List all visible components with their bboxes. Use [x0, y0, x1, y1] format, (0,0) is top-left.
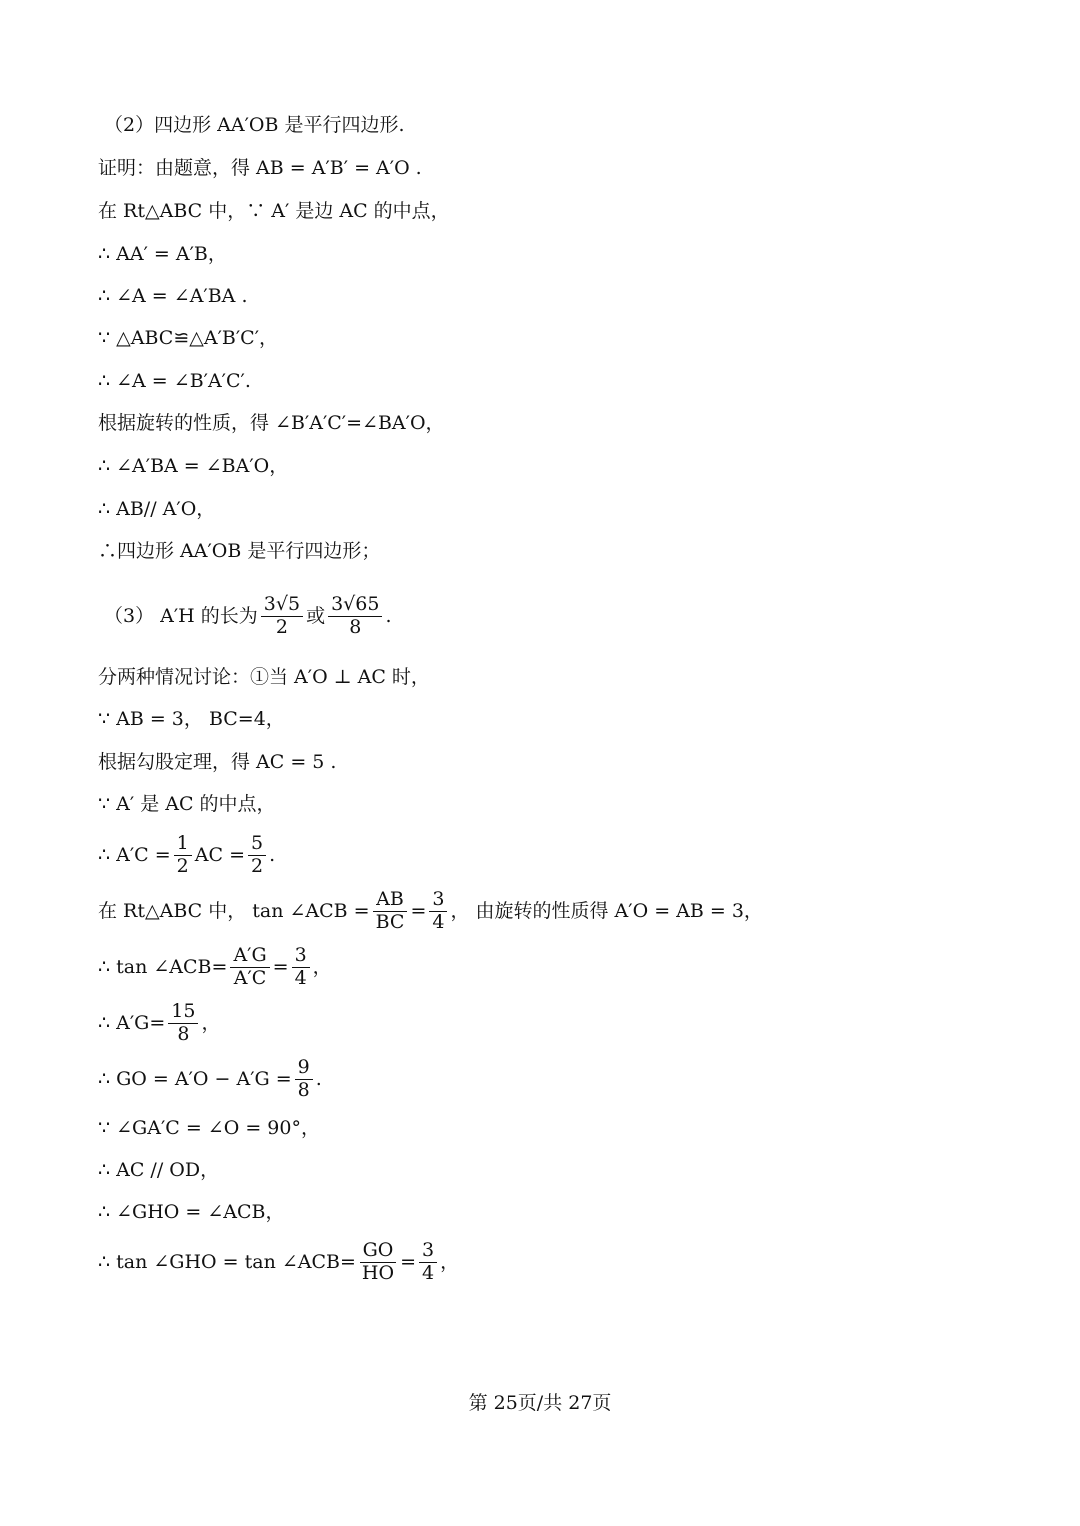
fraction — [174, 833, 192, 878]
text-line: ∴四边形 AA′OB 是平行四边形； — [98, 540, 381, 562]
fraction-denominator: 2 — [176, 854, 189, 877]
fraction-denominator: 8 — [297, 1078, 310, 1101]
formula-prefix: ∴ tan ∠ACB= — [98, 956, 228, 978]
fraction-denominator: 8 — [349, 615, 362, 638]
formula-prefix: 在 Rt△ABC 中， tan ∠ACB = — [98, 900, 370, 922]
formula-middle: = — [272, 956, 289, 978]
text-line: 证明：由题意，得 AB = A′B′ = A′O . — [98, 157, 422, 179]
formula-middle: = — [410, 900, 427, 922]
formula-line — [98, 1051, 322, 1107]
fraction-numerator: 1 — [174, 833, 192, 856]
formula-line — [98, 1234, 459, 1290]
fraction — [373, 889, 408, 934]
fraction-numerator: A′G — [230, 945, 269, 968]
fraction-denominator: 2 — [250, 854, 264, 877]
fraction — [168, 1001, 198, 1046]
fraction — [328, 594, 382, 639]
text-line: 根据旋转的性质，得 ∠B′A′C′=∠BA′O， — [98, 412, 445, 434]
fraction — [292, 945, 310, 990]
text-line: ∵ A′ 是 AC 的中点， — [98, 793, 276, 815]
fraction — [359, 1240, 397, 1285]
text-line: ∵ AB = 3， BC=4， — [98, 708, 285, 730]
fraction-numerator: AB — [373, 889, 407, 912]
fraction — [230, 945, 269, 990]
fraction-denominator: BC — [375, 910, 405, 933]
formula-prefix: ∴ A′G= — [98, 1012, 166, 1034]
text-line: ∴ AC // OD， — [98, 1159, 220, 1181]
formula-prefix: ∴ GO = A′O − A′G = — [98, 1068, 292, 1090]
fraction-numerator: 3 — [292, 945, 310, 968]
fraction-denominator: 8 — [177, 1022, 190, 1045]
answer-line — [104, 588, 392, 644]
formula-suffix: . — [315, 1068, 322, 1090]
fraction — [261, 594, 303, 639]
text-line: ∴ AA′ = A′B， — [98, 243, 227, 265]
answer-or: 或 — [306, 605, 326, 627]
formula-line — [98, 995, 220, 1051]
fraction — [295, 1057, 313, 1102]
formula-suffix: ， — [201, 1012, 221, 1034]
fraction — [429, 889, 447, 934]
fraction-numerator: 5 — [248, 833, 266, 856]
fraction-denominator: 4 — [432, 910, 445, 933]
text-line: ∴ ∠GHO = ∠ACB， — [98, 1201, 285, 1223]
text-line: ∵ ∠GA′C = ∠O = 90°， — [98, 1117, 320, 1139]
fraction — [248, 833, 266, 878]
fraction-denominator: 2 — [275, 615, 288, 638]
formula-suffix: . — [269, 844, 276, 866]
text-line: ∴ ∠A = ∠B′A′C′. — [98, 370, 251, 392]
formula-middle: = — [400, 1251, 416, 1273]
text-line: ∴ AB// A′O， — [98, 498, 216, 520]
text-line: 分两种情况讨论：①当 A′O ⊥ AC 时， — [98, 666, 430, 688]
fraction — [419, 1240, 437, 1285]
formula-line — [98, 827, 275, 883]
fraction-numerator: 3√5 — [261, 594, 303, 617]
formula-suffix: ， — [440, 1251, 460, 1273]
formula-middle: AC = — [194, 844, 245, 866]
fraction-denominator: 4 — [294, 966, 307, 989]
fraction-numerator: 9 — [295, 1057, 313, 1080]
formula-line — [98, 883, 763, 939]
text-line: 根据勾股定理，得 AC = 5 . — [98, 751, 337, 773]
formula-suffix: ， 由旋转的性质得 A′O = AB = 3， — [450, 900, 763, 922]
formula-prefix: ∴ tan ∠GHO = tan ∠ACB= — [98, 1251, 356, 1273]
fraction-numerator: 3√65 — [328, 594, 382, 617]
fraction-denominator: HO — [361, 1261, 395, 1284]
fraction-denominator: A′C — [233, 966, 267, 989]
page-footer: 第 25页/共 27页 — [468, 1392, 612, 1414]
text-line: ∴ ∠A = ∠A′BA . — [98, 285, 248, 307]
answer-suffix: . — [385, 605, 392, 627]
formula-suffix: ， — [312, 956, 332, 978]
fraction-numerator: 3 — [419, 1240, 437, 1263]
text-line: （2）四边形 AA′OB 是平行四边形. — [104, 114, 405, 136]
text-line: ∴ ∠A′BA = ∠BA′O， — [98, 455, 289, 477]
text-line: 在 Rt△ABC 中，∵ A′ 是边 AC 的中点， — [98, 200, 450, 222]
fraction-numerator: 3 — [429, 889, 447, 912]
formula-line — [98, 939, 332, 995]
fraction-denominator: 4 — [422, 1261, 435, 1284]
formula-prefix: ∴ A′C = — [98, 844, 171, 866]
fraction-numerator: GO — [360, 1240, 397, 1263]
text-line: ∵ △ABC≌△A′B′C′， — [98, 327, 279, 349]
fraction-numerator: 15 — [168, 1001, 198, 1024]
answer-prefix: （3） A′H 的长为 — [104, 605, 258, 627]
